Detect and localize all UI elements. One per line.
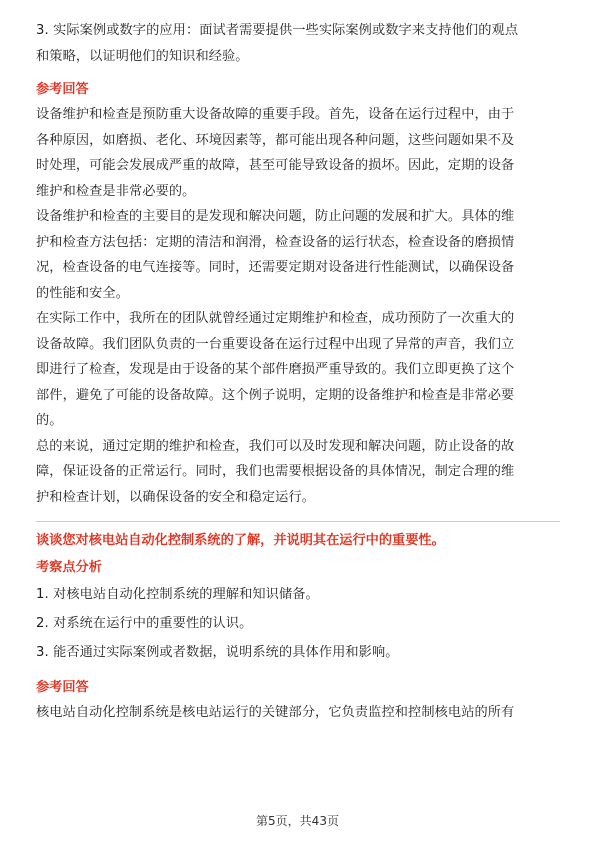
text-line: 设备维护和检查是预防重大设备故障的重要手段。首先，设备在运行过程中，由于	[36, 107, 515, 122]
analysis-list	[36, 580, 560, 667]
list-item: 1. 对核电站自动化控制系统的理解和知识储备。	[36, 587, 319, 602]
text-line: 在实际工作中，我所在的团队就曾经通过定期维护和检查，成功预防了一次重大的	[36, 311, 515, 326]
section-divider	[36, 521, 560, 522]
list-item: 3. 能否通过实际案例或者数据，说明系统的具体作用和影响。	[36, 645, 399, 660]
text-line: 时处理，可能会发展成严重的故障，甚至可能导致设备的损坏。因此，定期的设备	[36, 158, 515, 173]
top-paragraph	[36, 18, 560, 69]
list-item: 2. 对系统在运行中的重要性的认识。	[36, 616, 253, 631]
text-line: 障，保证设备的正常运行。同时，我们也需要根据设备的具体情况，制定合理的维	[36, 464, 515, 479]
text-line: 的性能和安全。	[36, 285, 130, 301]
analysis-header: 考察点分析	[36, 560, 102, 575]
text-line: 况，检查设备的电气连接等。同时，还需要定期对设备进行性能测试，以确保设备	[36, 260, 515, 275]
text-line: 部件，避免了可能的设备故障。这个例子说明，定期的设备维护和检查是非常必要	[36, 387, 515, 403]
reference-answer-header: 参考回答	[36, 82, 89, 97]
text-line: 核电站自动化控制系统是核电站运行的关键部分，它负责监控和控制核电站的所有	[36, 705, 515, 720]
reference-answer-header-2: 参考回答	[36, 680, 89, 695]
page-footer: 第5页，共43页	[256, 814, 339, 828]
text-line: 护和检查方法包括：定期的清洁和润滑，检查设备的运行状态，检查设备的磨损情	[36, 234, 515, 250]
text-line: 3. 实际案例或数字的应用：面试者需要提供一些实际案例或数字来支持他们的观点	[36, 23, 519, 38]
text-line: 护和检查计划，以确保设备的安全和稳定运行。	[36, 489, 316, 505]
answer-paragraph-1	[36, 102, 560, 204]
text-line: 各种原因，如磨损、老化、环境因素等，都可能出现各种问题，这些问题如果不及	[36, 132, 515, 148]
text-line: 的。	[36, 413, 63, 428]
answer-paragraph-4	[36, 434, 560, 511]
text-line: 设备故障。我们团队负责的一台重要设备在运行过程中出现了异常的声音，我们立	[36, 336, 515, 352]
text-line: 设备维护和检查的主要目的是发现和解决问题，防止问题的发展和扩大。具体的维	[36, 209, 515, 224]
answer-paragraph-3	[36, 306, 560, 434]
document-page	[36, 18, 560, 726]
text-line: 维护和检查是非常必要的。	[36, 183, 196, 199]
question-title: 谈谈您对核电站自动化控制系统的了解，并说明其在运行中的重要性。	[36, 533, 445, 548]
text-line: 即进行了检查，发现是由于设备的某个部件磨损严重导致的。我们立即更换了这个	[36, 362, 515, 377]
answer-paragraph-2	[36, 204, 560, 306]
text-line: 和策略，以证明他们的知识和经验。	[36, 48, 249, 64]
text-line: 总的来说，通过定期的维护和检查，我们可以及时发现和解决问题，防止设备的故	[36, 438, 515, 454]
